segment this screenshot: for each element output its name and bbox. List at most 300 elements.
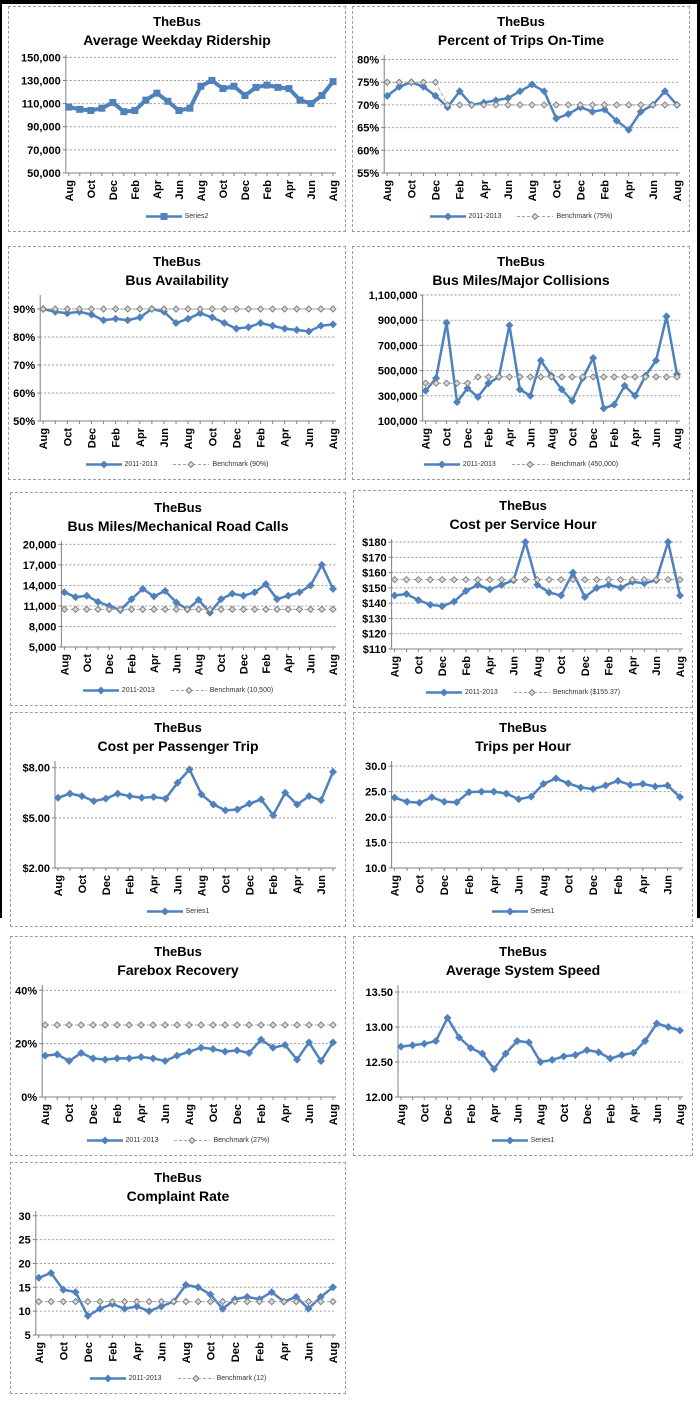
y-axis-label: 11,000 [23,601,57,614]
y-axis-label: $160 [362,567,387,580]
data-point-marker [676,592,684,600]
legend-benchmark-line-icon [178,1374,214,1383]
x-axis-label: Jun [651,1104,664,1124]
benchmark-marker [665,577,671,583]
data-point-marker [104,1375,112,1383]
data-point-marker [220,319,228,327]
x-axis-label: Jun [158,428,171,448]
x-axis-label: Aug [675,1104,687,1126]
y-axis-label: 30.0 [365,761,387,774]
chart-legend [9,457,345,472]
x-axis-label: Oct [551,180,564,199]
x-axis-label: Aug [38,428,51,450]
data-point-marker [185,1048,193,1056]
benchmark-marker [244,1299,250,1305]
data-point-marker [618,1051,626,1059]
x-axis-label: Oct [217,180,230,199]
x-axis-label: Dec [107,180,120,201]
benchmark-marker [527,374,533,380]
y-axis-label: 1,100,000 [368,290,418,303]
data-point-marker [564,779,572,787]
benchmark-marker [263,606,269,612]
x-axis-label: Apr [488,875,501,895]
plot-area [11,979,345,1133]
benchmark-marker [221,306,227,312]
benchmark-marker [632,374,638,380]
x-axis-label: Dec [232,1104,245,1125]
x-axis-label: Oct [406,180,419,199]
data-point-marker [153,90,160,97]
benchmark-marker [493,102,499,108]
x-axis-label: Aug [535,1104,548,1126]
benchmark-marker [427,577,433,583]
benchmark-marker [218,606,224,612]
y-axis-label: 14,000 [22,580,57,593]
benchmark-marker [318,1022,324,1028]
x-axis-label: Aug [328,180,340,202]
benchmark-marker [465,380,471,386]
benchmark-marker [601,374,607,380]
data-point-marker [87,107,94,114]
data-point-marker [208,313,216,321]
chart-legend [354,1133,692,1148]
data-point-marker [552,115,560,123]
x-axis-label: Jun [171,654,184,674]
x-axis-label: Feb [483,428,496,448]
y-axis-label: 12.50 [365,1057,393,1070]
benchmark-marker [140,606,146,612]
data-point-marker [230,83,237,90]
benchmark-marker [330,606,336,612]
chart-card-average-system-speed [353,936,693,1156]
data-point-marker [114,790,122,798]
benchmark-marker [95,606,101,612]
benchmark-marker [48,1299,54,1305]
legend-label: Benchmark (75%) [556,213,613,221]
y-axis-label: $5.00 [22,812,50,825]
benchmark-marker [662,102,668,108]
legend-benchmark-line-icon [517,212,553,221]
legend-label: 2011-2013 [464,689,498,697]
legend-item [492,907,555,916]
x-axis-label: Aug [183,428,196,450]
series-line [426,316,677,408]
y-axis-label: 100,000 [377,416,418,429]
benchmark-marker [64,306,70,312]
x-axis-label: Oct [76,875,89,894]
x-axis-label: Feb [599,180,612,200]
benchmark-marker [252,606,258,612]
data-point-marker [486,585,494,593]
x-axis-label: Jun [303,1342,316,1362]
series-line [395,778,680,802]
x-axis-label: Oct [413,656,426,675]
benchmark-marker [611,374,617,380]
benchmark-marker [246,1022,252,1028]
chart-card-bus-availability [8,246,346,480]
y-axis-label: 80% [357,54,380,67]
y-axis-label: 70% [357,100,380,113]
benchmark-marker [558,577,564,583]
chart-title [11,944,345,979]
benchmark-marker [318,306,324,312]
plot-area [11,1205,345,1371]
chart-title-line2: Trips per Hour [475,737,571,754]
y-axis-label: 150,000 [21,52,61,65]
chart-title [11,1170,345,1205]
legend-label: 2011-2013 [462,461,496,469]
x-axis-label: Apr [280,1104,293,1124]
benchmark-marker [538,374,544,380]
benchmark-marker [439,577,445,583]
benchmark-marker [210,1022,216,1028]
data-point-marker [440,689,448,697]
data-point-marker [131,107,138,114]
x-axis-label: Jun [156,1342,169,1362]
legend-series-line-icon [83,686,119,695]
data-point-marker [65,104,72,111]
benchmark-marker [487,577,493,583]
y-axis-label: 20 [18,1258,31,1271]
benchmark-marker [60,1299,66,1305]
legend-label: 2011-2013 [124,461,158,469]
data-point-marker [285,85,292,92]
chart-title-line2: Bus Miles/Major Collisions [432,271,610,288]
data-point-marker [142,97,149,104]
legend-item [492,1136,555,1145]
x-axis-label: Oct [208,1104,221,1123]
y-axis-label: $140 [362,598,387,611]
benchmark-marker [186,1022,192,1028]
benchmark-marker [134,1299,140,1305]
benchmark-marker [85,1299,91,1305]
data-point-marker [409,1041,417,1049]
chart-title [11,720,345,755]
benchmark-marker [151,606,157,612]
benchmark-marker [664,374,670,380]
x-axis-label: Dec [430,180,443,201]
benchmark-marker [594,577,600,583]
plot-area [9,289,345,457]
data-point-marker [98,105,105,112]
data-point-marker [102,795,110,803]
benchmark-marker [209,306,215,312]
section-border-left [0,0,2,918]
data-point-marker [281,325,289,333]
x-axis-label: Jun [160,1104,173,1124]
data-point-marker [219,85,226,92]
x-axis-label: Oct [205,1342,218,1361]
x-axis-label: Oct [58,1342,71,1361]
data-point-marker [506,1137,514,1145]
data-point-marker [317,322,325,330]
data-point-marker [602,782,610,790]
data-point-marker [444,213,452,221]
benchmark-marker [185,306,191,312]
y-axis-label: 110,000 [21,98,61,111]
x-axis-label: Apr [151,180,164,200]
benchmark-marker [229,606,235,612]
y-axis-label: 25.0 [365,786,387,799]
x-axis-label: Jun [172,875,185,895]
x-axis-label: Apr [148,875,161,895]
x-axis-label: Feb [254,1342,267,1362]
chart-legend [11,1371,345,1386]
x-axis-label: Apr [136,1104,149,1124]
x-axis-label: Jun [305,654,318,674]
benchmark-marker [61,606,67,612]
benchmark-marker [330,1299,336,1305]
data-point-marker [113,1054,121,1062]
x-axis-label: Apr [478,180,491,200]
data-point-marker [505,321,513,329]
legend-label: Series1 [530,908,555,916]
x-axis-label: Aug [672,428,684,450]
benchmark-marker [415,577,421,583]
legend-series-line-icon [424,460,460,469]
x-axis-label: Dec [100,875,113,896]
benchmark-marker [73,1299,79,1305]
benchmark-marker [220,1299,226,1305]
series-markers [391,538,684,610]
y-axis-label: $120 [362,628,387,641]
data-point-marker [664,538,672,546]
data-point-marker [490,788,498,796]
x-axis-label: Jun [304,1104,317,1124]
data-point-marker [78,792,86,800]
benchmark-marker [522,577,528,583]
x-axis-label: Oct [85,180,98,199]
x-axis-label: Dec [104,654,117,675]
data-point-marker [426,601,434,609]
x-axis-label: Apr [504,428,517,448]
benchmark-marker [294,1022,300,1028]
data-point-marker [502,790,510,798]
legend-benchmark-line-icon [514,688,550,697]
x-axis-label: Jun [662,875,675,895]
legend-series-line-icon [147,907,183,916]
y-axis-label: $110 [362,644,387,657]
x-axis-label: Jun [502,180,515,200]
x-axis-label: Jun [305,180,318,200]
x-axis-label: Aug [538,875,551,897]
x-axis-label: Oct [220,875,233,894]
benchmark-marker [296,606,302,612]
benchmark-marker [532,214,538,220]
benchmark-marker [517,102,523,108]
x-axis-label: Aug [59,654,72,676]
chart-title-line2: Farebox Recovery [117,961,239,978]
x-axis-label: Oct [62,428,75,447]
x-axis-label: Feb [107,1342,120,1362]
data-point-marker [521,538,529,546]
benchmark-marker [485,374,491,380]
y-axis-label: 10 [18,1306,31,1319]
chart-card-farebox-recovery [10,936,346,1156]
benchmark-marker [529,690,535,696]
chart-title [9,14,345,49]
x-axis-label: Feb [609,428,622,448]
benchmark-marker [582,577,588,583]
plot-area [354,755,692,904]
x-axis-label: Aug [328,1104,340,1126]
data-point-marker [125,1054,133,1062]
chart-card-complaint-rate [10,1162,346,1394]
benchmark-marker [138,1022,144,1028]
chart-title-line1: TheBus [154,944,202,959]
x-axis-label: Dec [88,1104,101,1125]
benchmark-marker [113,306,119,312]
data-point-marker [515,795,523,803]
benchmark-marker [403,577,409,583]
benchmark-marker [606,577,612,583]
x-axis-label: Apr [637,875,650,895]
legend-item [173,460,268,469]
data-point-marker [221,1048,229,1056]
benchmark-marker [97,1299,103,1305]
x-axis-label: Aug [672,180,684,202]
data-point-marker [269,322,277,330]
benchmark-marker [258,1022,264,1028]
chart-title [354,944,692,979]
benchmark-marker [162,1022,168,1028]
x-axis-label: Dec [439,875,452,896]
series-markers [54,765,337,819]
data-point-marker [588,108,596,116]
x-axis-label: Apr [283,180,296,200]
x-axis-label: Apr [292,875,305,895]
x-axis-label: Aug [328,428,340,450]
x-axis-label: Oct [563,875,576,894]
chart-card-percent-trips-on-time [352,6,690,232]
y-axis-label: 75% [357,77,380,90]
x-axis-label: Dec [239,180,252,201]
data-point-marker [263,82,270,89]
legend-series-line-icon [426,688,462,697]
data-point-marker [186,105,193,112]
legend-item [512,460,618,469]
benchmark-marker [233,306,239,312]
x-axis-label: Aug [40,1104,53,1126]
x-axis-label: Feb [124,875,137,895]
benchmark-marker [270,1022,276,1028]
x-axis-label: Aug [532,656,545,678]
x-axis-label: Feb [110,428,123,448]
data-point-marker [109,99,116,106]
data-point-marker [296,97,303,104]
data-point-marker [571,1051,579,1059]
legend-label: Benchmark (90%) [212,461,269,469]
y-axis-label: 13.50 [365,987,393,1000]
benchmark-marker [505,102,511,108]
x-axis-label: Dec [579,656,592,677]
plot-area [11,755,345,904]
legend-series-line-icon [86,460,122,469]
chart-title-line2: Cost per Passenger Trip [97,737,259,754]
x-axis-label: Apr [628,1104,641,1124]
x-axis-label: Dec [575,180,588,201]
legend-benchmark-line-icon [171,686,207,695]
benchmark-marker [546,577,552,583]
data-point-marker [293,326,301,334]
chart-legend [11,1133,345,1148]
x-axis-label: Dec [229,1342,242,1363]
y-axis-label: $180 [362,537,387,550]
chart-title-line2: Bus Miles/Mechanical Road Calls [67,517,289,534]
x-axis-label: Feb [129,180,142,200]
x-axis-label: Apr [630,428,643,448]
legend-item [517,212,612,221]
chart-title-line2: Bus Availability [125,271,229,288]
data-point-marker [101,1056,109,1064]
chart-title-line1: TheBus [497,254,545,269]
data-point-marker [112,315,120,323]
y-axis-label: 60% [357,145,380,158]
x-axis-label: Oct [556,656,569,675]
data-point-marker [329,768,337,776]
y-axis-label: 50% [13,416,36,429]
section-divider-bottom [0,0,700,4]
y-axis-label: 5,000 [28,642,57,655]
x-axis-label: Aug [546,428,559,450]
x-axis-label: Aug [420,428,433,450]
chart-title-line2: Percent of Trips On-Time [437,31,605,48]
legend-item [86,460,158,469]
benchmark-marker [234,1022,240,1028]
legend-benchmark-line-icon [512,460,548,469]
data-point-marker [244,323,252,331]
x-axis-label: Dec [442,1104,455,1125]
y-axis-label: 50,000 [27,168,61,181]
benchmark-marker [330,1022,336,1028]
data-point-marker [440,798,448,806]
series-markers [35,1269,337,1320]
benchmark-marker [198,1022,204,1028]
benchmark-marker [129,606,135,612]
legend-item [514,688,620,697]
x-axis-label: Dec [582,1104,594,1125]
x-axis-label: Apr [623,180,636,200]
data-point-marker [100,461,108,469]
data-point-marker [208,77,215,84]
benchmark-marker [89,306,95,312]
legend-item [426,688,498,697]
x-axis-label: Aug [184,1104,197,1126]
legend-item [87,1136,159,1145]
benchmark-marker [146,1299,152,1305]
x-axis-label: Feb [612,875,625,895]
x-axis-label: Aug [196,875,209,897]
data-point-marker [149,1054,157,1062]
benchmark-marker [245,306,251,312]
benchmark-marker [529,102,535,108]
benchmark-marker [475,374,481,380]
chart-title-line1: TheBus [153,254,201,269]
x-axis-label: Aug [382,180,395,202]
x-axis-label: Aug [193,654,206,676]
chart-title-line1: TheBus [153,14,201,29]
data-point-marker [89,1054,97,1062]
data-point-marker [221,806,229,814]
benchmark-marker [40,306,46,312]
y-axis-label: 30 [18,1210,31,1223]
benchmark-marker [308,606,314,612]
benchmark-marker [420,79,426,85]
x-axis-label: Aug [180,1342,193,1364]
y-axis-label: $8.00 [22,762,50,775]
benchmark-marker [207,1299,213,1305]
data-point-marker [160,213,167,220]
